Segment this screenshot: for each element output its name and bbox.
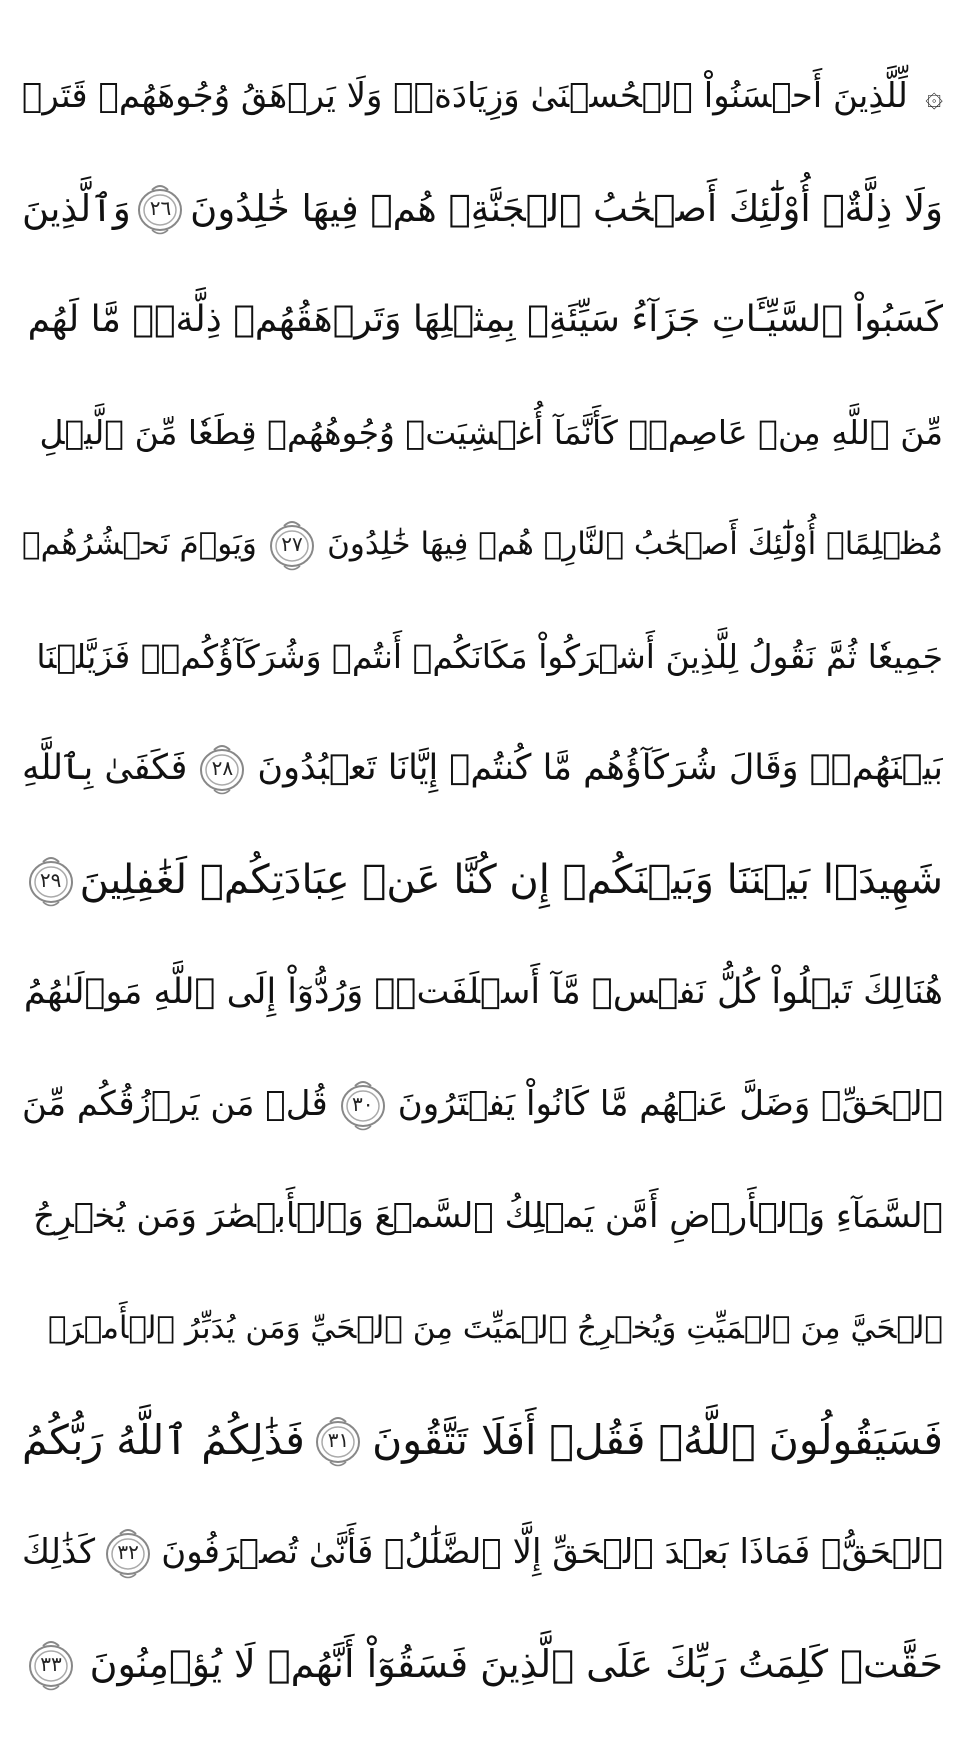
ayah-number: ٣٣	[40, 1652, 62, 1676]
verse-text: بَيۡنَهُمۡۖ وَقَالَ شُرَكَآؤُهُم مَّا كُنتُمۡ إِيَّانَا تَعۡبُدُونَ	[257, 747, 943, 788]
verse-line	[22, 376, 943, 488]
verse-text: وَلَا ذِلَّةٌۚ أُوْلَٰٓئِكَ أَصۡحَٰبُ ٱلۡجَنَّةِۖ هُمۡ فِيهَا خَٰلِدُونَ	[190, 186, 943, 230]
verse-text: ٱلۡحَقِّۖ وَضَلَّ عَنۡهُم مَّا كَانُواْ يَفۡتَرُونَ	[397, 1084, 943, 1124]
verse-line	[22, 1496, 943, 1608]
verse-text: شَهِيدَۢا بَيۡنَنَا وَبَيۡنَكُمۡ إِن كُنَّا عَنۡ عِبَادَتِكُمۡ لَغَٰفِلِينَ	[79, 857, 943, 903]
verse-line	[22, 1608, 943, 1720]
ayah-number: ٢٨	[211, 756, 234, 780]
verse-text: مُظۡلِمًاۚ أُوْلَٰٓئِكَ أَصۡحَٰبُ ٱلنَّارِۖ هُمۡ فِيهَا خَٰلِدُونَ	[327, 525, 943, 562]
verse-text: حَقَّتۡ كَلِمَتُ رَبِّكَ عَلَى ٱلَّذِينَ فَسَقُوٓاْ أَنَّهُمۡ لَا يُؤۡمِنُونَ	[89, 1642, 943, 1686]
ayah-number: ٣٠	[352, 1092, 374, 1116]
verse-text: مِّنَ ٱللَّهِ مِنۡ عَاصِمٖۖ كَأَنَّمَآ أُغۡشِيَتۡ وُجُوهُهُمۡ قِطَعٗا مِّنَ ٱلَّيۡلِ	[39, 412, 943, 452]
ayah-end-marker-icon	[26, 853, 76, 907]
verse-line	[22, 712, 943, 824]
verse-text: فَسَيَقُولُونَ ٱللَّهُۚ فَقُلۡ أَفَلَا تَتَّقُونَ	[372, 1415, 943, 1464]
verse-line	[22, 936, 943, 1048]
verse-text: لِّلَّذِينَ أَحۡسَنُواْ ٱلۡحُسۡنَىٰ وَزِيَادَةٞۖ وَلَا يَرۡهَقُ وُجُوهَهُمۡ قَتَرٞ	[22, 76, 908, 116]
verse-line	[22, 1272, 943, 1384]
verse-text: فَكَفَىٰ بِٱللَّهِ	[22, 747, 188, 788]
verse-line	[22, 40, 943, 152]
verse-text: كَذَٰلِكَ	[22, 1532, 96, 1572]
ayah-number: ٢٩	[39, 868, 62, 892]
ayah-end-marker-icon	[135, 181, 185, 235]
verse-line	[22, 264, 943, 376]
verse-text: قُلۡ مَن يَرۡزُقُكُم مِّنَ	[22, 1084, 328, 1124]
verse-line	[22, 1160, 943, 1272]
verse-line	[22, 1048, 943, 1160]
verse-text: ٱلۡحَقُّۖ فَمَاذَا بَعۡدَ ٱلۡحَقِّ إِلَّا ٱلضَّلَٰلُۖ فَأَنَّىٰ تُصۡرَفُونَ	[161, 1532, 943, 1572]
verse-line	[22, 152, 943, 264]
hizb-marker-icon: ۞	[925, 78, 943, 114]
verse-text: فَذَٰلِكُمُ ٱللَّهُ رَبُّكُمُ	[22, 1415, 305, 1464]
verse-text: هُنَالِكَ تَبۡلُواْ كُلُّ نَفۡسٖ مَّآ أَسۡلَفَتۡۚ وَرُدُّوٓاْ إِلَى ٱللَّهِ مَوۡلَىٰهُمُ	[23, 971, 943, 1012]
ayah-end-marker-icon	[267, 517, 317, 571]
ayah-end-marker-icon	[26, 1637, 76, 1691]
verse-line	[22, 488, 943, 600]
verse-text: ٱلۡحَيَّ مِنَ ٱلۡمَيِّتِ وَيُخۡرِجُ ٱلۡمَيِّتَ مِنَ ٱلۡحَيِّ وَمَن يُدَبِّرُ ٱلۡأَمۡرَۚ	[48, 1309, 943, 1346]
ayah-number: ٣١	[327, 1428, 350, 1452]
ayah-end-marker-icon	[197, 741, 247, 795]
ayah-number: ٣٢	[117, 1540, 139, 1564]
verse-text: وَٱلَّذِينَ	[22, 186, 131, 230]
ayah-number: ٢٦	[149, 196, 172, 220]
verse-text: ٱلسَّمَآءِ وَٱلۡأَرۡضِ أَمَّن يَمۡلِكُ ٱلسَّمۡعَ وَٱلۡأَبۡصَٰرَ وَمَن يُخۡرِجُ	[33, 1196, 943, 1236]
ayah-end-marker-icon	[103, 1525, 153, 1579]
ayah-end-marker-icon	[338, 1077, 388, 1131]
verse-line	[22, 600, 943, 712]
verse-lines	[22, 40, 943, 1720]
verse-line	[22, 824, 943, 936]
ayah-number: ٢٧	[281, 532, 303, 556]
verse-text: كَسَبُواْ ٱلسَّيِّـَٔاتِ جَزَآءُ سَيِّئَةِۭ بِمِثۡلِهَا وَتَرۡهَقُهُمۡ ذِلَّةٞۖ مَّا لَهُم	[27, 299, 943, 340]
verse-line	[22, 1384, 943, 1496]
verse-text: جَمِيعٗا ثُمَّ نَقُولُ لِلَّذِينَ أَشۡرَكُواْ مَكَانَكُمۡ أَنتُمۡ وَشُرَكَآؤُكُمۡۚ فَزَيَّلۡنَا	[36, 636, 943, 676]
ayah-end-marker-icon	[313, 1413, 363, 1467]
verse-text: وَيَوۡمَ نَحۡشُرُهُمۡ	[22, 525, 257, 562]
